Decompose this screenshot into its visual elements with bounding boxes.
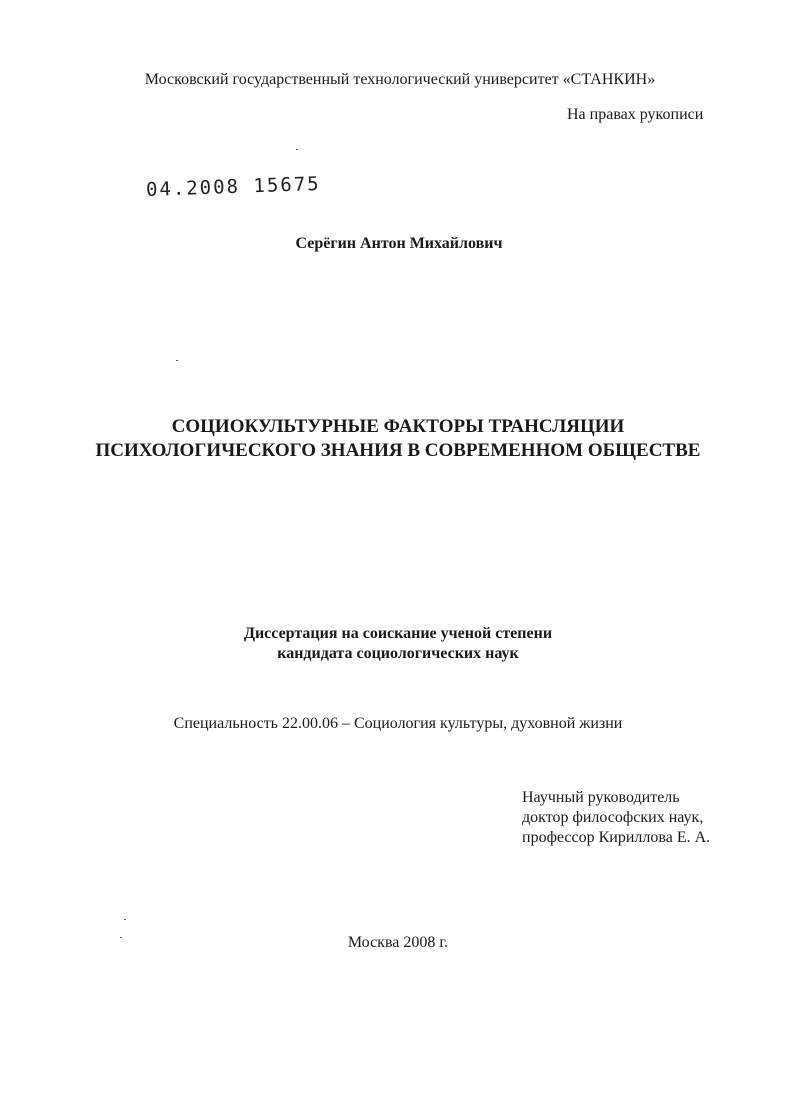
city-year: Москва 2008 г.: [347, 934, 449, 951]
degree-line-1: Диссертация на соискание ученой степени: [243, 625, 553, 642]
scan-speck: [296, 149, 298, 150]
supervisor-line-1: Научный руководитель: [522, 789, 680, 806]
supervisor-line-2: доктор философских наук,: [522, 809, 704, 826]
university-name: Московский государственный технологический университет «СТАНКИН»: [144, 71, 656, 88]
archive-stamp-number: 04.2008 15675: [145, 172, 321, 201]
author-name: Серёгин Антон Михайлович: [295, 235, 503, 252]
scan-speck: [176, 360, 178, 361]
scan-speck: [124, 919, 126, 920]
manuscript-note: На правах рукописи: [567, 106, 704, 123]
scan-speck: [120, 937, 122, 938]
specialty-line: Специальность 22.00.06 – Социология культуры, духовной жизни: [173, 715, 623, 732]
degree-line-2: кандидата социологических наук: [277, 645, 519, 662]
thesis-title-line-1: СОЦИОКУЛЬТУРНЫЕ ФАКТОРЫ ТРАНСЛЯЦИИ: [171, 416, 625, 437]
thesis-title-line-2: ПСИХОЛОГИЧЕСКОГО ЗНАНИЯ В СОВРЕМЕННОМ ОБЩЕСТВЕ: [95, 440, 701, 461]
supervisor-line-3: профессор Кириллова Е. А.: [522, 829, 711, 846]
